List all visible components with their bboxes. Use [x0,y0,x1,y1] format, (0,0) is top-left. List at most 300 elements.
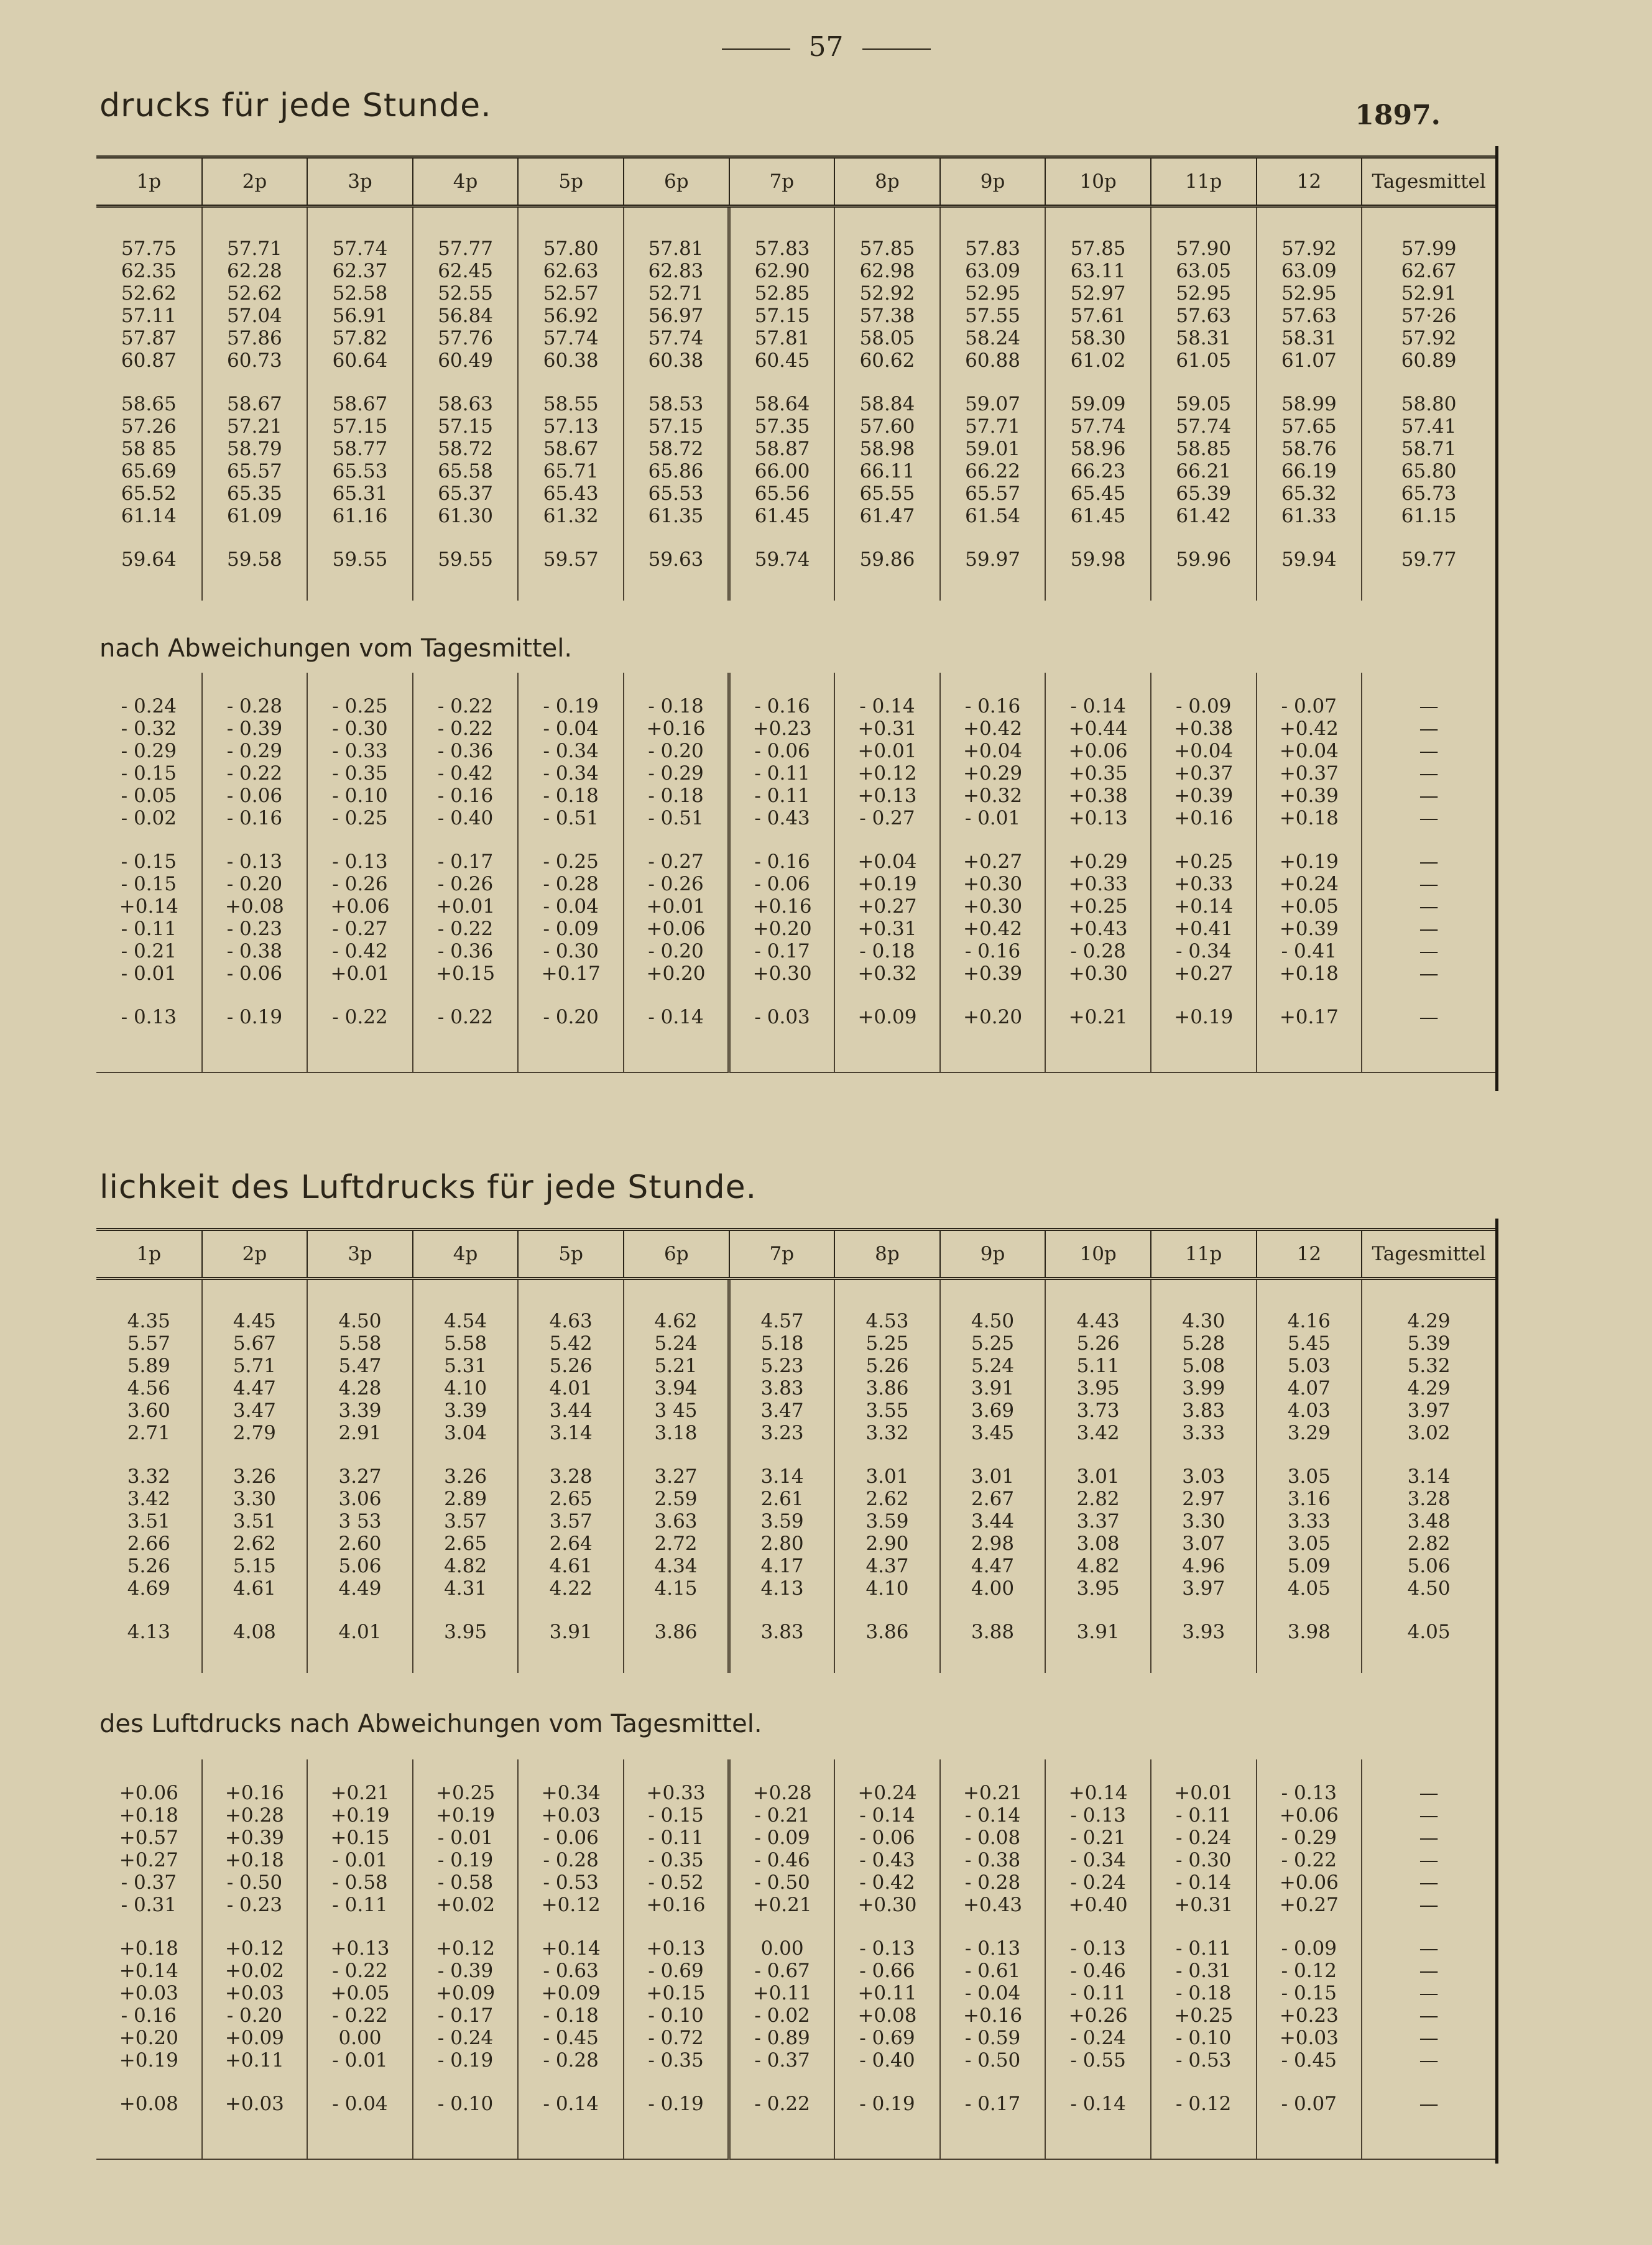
table-cell: — [1362,807,1495,829]
table-cell: +0.03 [202,2093,308,2115]
table-cell: 3.14 [1362,1465,1495,1488]
year: 1897. [1355,99,1441,131]
table-cell: 5.21 [624,1355,729,1377]
table-cell: - 0.01 [413,1827,519,1849]
table-cell: +0.19 [834,873,940,895]
table-cell: - 0.25 [307,695,413,717]
table-cell: — [1362,1894,1495,1916]
table-cell: 52.62 [121,282,177,305]
column-header: Tagesmittel [1362,1230,1495,1279]
table-cell: 57.90 [1151,237,1257,260]
table-cell: 5.03 [1257,1355,1362,1377]
table-cell: 59.97 [940,548,1046,571]
table-cell: 62.37 [307,260,413,282]
column-header: 11p [1151,1230,1257,1279]
table-cell: 3.60 [127,1399,170,1422]
table-cell: - 0.02 [121,807,177,829]
table-cell: - 0.22 [413,1006,519,1028]
table-cell: +0.17 [1257,1006,1362,1028]
table-cell: 5.06 [307,1555,413,1577]
table-cell: - 0.38 [940,1849,1046,1871]
table-cell: - 0.14 [834,1804,940,1827]
table-cell: 2.64 [518,1533,624,1555]
table-row [96,237,1495,260]
table-cell: 57.71 [202,237,308,260]
table-cell: 59.98 [1045,548,1151,571]
table-cell: +0.12 [202,1937,308,1960]
table-cell: 4.82 [413,1555,519,1577]
table-cell: 57.63 [1257,305,1362,327]
table-cell: 4.63 [518,1310,624,1332]
table-cell: 57.87 [121,327,177,349]
table-cell: +0.03 [518,1804,624,1827]
spacer-row [96,1916,1495,1937]
table-cell: 65.43 [518,482,624,505]
table-cell: - 0.12 [1257,1960,1362,1982]
table-cell: 57.74 [1045,415,1151,438]
table-cell: - 0.17 [729,940,835,962]
table-cell: 3.99 [1151,1377,1257,1399]
table-cell: - 0.46 [729,1849,835,1871]
table-cell: 3.98 [1257,1621,1362,1643]
table-cell: 5.08 [1151,1355,1257,1377]
spacer-row [96,571,1495,601]
table-cell: — [1362,740,1495,762]
table-cell: 3.47 [202,1399,308,1422]
table-cell: 3.26 [202,1465,308,1488]
table-cell: - 0.28 [518,1849,624,1871]
column-header: 9p [940,157,1046,206]
right-border [1495,1219,1498,2164]
table-cell: +0.21 [307,1782,413,1804]
table-cell: 4.45 [202,1310,308,1332]
table-row [96,482,1495,505]
table-cell: - 0.43 [729,807,835,829]
table-cell: 61.32 [518,505,624,527]
table-cell: - 0.09 [1151,695,1257,717]
table-cell: +0.43 [1045,918,1151,940]
table-cell: +0.19 [119,2049,178,2072]
table-cell: +0.35 [1045,762,1151,785]
table-cell: +0.18 [119,1937,178,1960]
table-cell: - 0.07 [1257,695,1362,717]
table-cell: 58.71 [1362,438,1495,460]
table-cell: 3.95 [1045,1577,1151,1600]
table-cell: +0.39 [202,1827,308,1849]
table-cell: 4.82 [1045,1555,1151,1577]
table-cell: +0.13 [624,1937,729,1960]
column-header: 12 [1257,157,1362,206]
table-cell: 2.80 [729,1533,835,1555]
table-cell: 3.51 [127,1510,170,1533]
table-cell: 2.59 [624,1488,729,1510]
table-cell: - 0.53 [518,1871,624,1894]
table-cell: 52.95 [1257,282,1362,305]
table-cell: +0.37 [1151,762,1257,785]
table-cell: - 0.51 [624,807,729,829]
table-cell: 2.89 [413,1488,519,1510]
table-cell: — [1362,2004,1495,2027]
table-cell: - 0.61 [940,1960,1046,1982]
table-cell: - 0.50 [940,2049,1046,2072]
table-cell: 3.63 [624,1510,729,1533]
table-cell: - 0.39 [413,1960,519,1982]
table-cell: 58.99 [1257,393,1362,415]
table-cell: +0.34 [518,1782,624,1804]
table-cell: +0.19 [307,1804,413,1827]
table-cell: - 0.06 [834,1827,940,1849]
column-header: 1p [96,157,202,206]
table-cell: — [1362,918,1495,940]
table-cell: 59.55 [307,548,413,571]
table-cell: — [1362,1871,1495,1894]
table-cell: 58.24 [940,327,1046,349]
table-cell: 3 53 [307,1510,413,1533]
table-cell: 2.67 [940,1488,1046,1510]
table-cell: +0.31 [834,918,940,940]
table-cell: 3.33 [1257,1510,1362,1533]
table-cell: 3.29 [1257,1422,1362,1444]
table-row [96,1937,1495,1960]
table-cell: 58.67 [307,393,413,415]
table-cell: +0.21 [729,1894,835,1916]
table-cell: 65.71 [518,460,624,482]
table-row [96,1982,1495,2004]
table-cell: 52.95 [940,282,1046,305]
table-cell: - 0.05 [121,785,177,807]
table-cell: 58.72 [413,438,519,460]
table-cell: +0.03 [119,1982,178,2004]
table-cell: +0.14 [119,895,178,918]
table-cell: 65.32 [1257,482,1362,505]
table-cell: +0.15 [307,1827,413,1849]
table-cell: +0.32 [834,962,940,985]
table-row [96,1399,1495,1422]
table-cell: - 0.18 [834,940,940,962]
table-cell: 2.60 [307,1533,413,1555]
table-cell: - 0.22 [202,762,308,785]
table-cell: +0.16 [940,2004,1046,2027]
table-cell: 5.89 [127,1355,170,1377]
table-cell: 3.01 [1045,1465,1151,1488]
table-cell: 57.75 [121,237,177,260]
table-cell: 5.47 [307,1355,413,1377]
table-cell: - 0.19 [834,2093,940,2115]
column-header: Tagesmittel [1362,157,1495,206]
table-cell: - 0.16 [413,785,519,807]
table-cell: 56.91 [307,305,413,327]
table-cell: 52.92 [834,282,940,305]
table-cell: - 0.28 [518,2049,624,2072]
table-cell: +0.13 [834,785,940,807]
table-cell: +0.13 [307,1937,413,1960]
heading-deviations-pressure: nach Abweichungen vom Tagesmittel. [99,634,573,663]
table-cell: - 0.11 [624,1827,729,1849]
table-cell: - 0.01 [307,2049,413,2072]
table-humidity-deviations [96,1759,1495,2160]
table-cell: 4.69 [127,1577,170,1600]
table-row [96,260,1495,282]
table-cell: +0.09 [413,1982,519,2004]
table-cell: 58.67 [518,438,624,460]
table-cell: 57.74 [1151,415,1257,438]
table-cell: +0.27 [1151,962,1257,985]
table-cell: 3 45 [624,1399,729,1422]
table-cell: +0.20 [729,918,835,940]
table-cell: 4.50 [1362,1577,1495,1600]
table-cell: 61.07 [1257,349,1362,372]
table-cell: 3.28 [1362,1488,1495,1510]
table-cell: 60.62 [834,349,940,372]
table-cell: - 0.16 [940,695,1046,717]
table-cell: 5.58 [413,1332,519,1355]
table-cell: 4.29 [1362,1377,1495,1399]
table-cell: +0.04 [834,851,940,873]
table-cell: - 0.02 [729,2004,835,2027]
table-cell: - 0.15 [121,762,177,785]
table-cell: 57·26 [1362,305,1495,327]
table-cell: - 0.24 [413,2027,519,2049]
spacer-row [96,985,1495,1006]
table-cell: 57.71 [940,415,1046,438]
table-cell: — [1362,1937,1495,1960]
table-cell: - 0.34 [1151,940,1257,962]
table-cell: 52.91 [1362,282,1495,305]
table-cell: 2.97 [1151,1488,1257,1510]
table-cell: 3.55 [834,1399,940,1422]
table-cell: +0.09 [202,2027,308,2049]
table-cell: 62.98 [834,260,940,282]
table-cell: - 0.28 [202,695,308,717]
table-row [96,1310,1495,1332]
table-cell: - 0.33 [307,740,413,762]
table-cell: 4.35 [127,1310,170,1332]
table-cell: - 0.18 [624,785,729,807]
table-cell: +0.38 [1045,785,1151,807]
table-cell: 3.23 [729,1422,835,1444]
table-cell: 3.44 [940,1510,1046,1533]
table-cell: 5.26 [127,1555,170,1577]
table-pressure [96,155,1495,601]
table-cell: - 0.04 [518,717,624,740]
table-cell: 3.83 [729,1377,835,1399]
table-cell: 4.54 [413,1310,519,1332]
table-cell: 2.91 [307,1422,413,1444]
table-cell: 59.07 [940,393,1046,415]
table-pressure-deviations [96,673,1495,1073]
table-cell: +0.33 [1151,873,1257,895]
table-cell: 4.96 [1151,1555,1257,1577]
table-cell: 61.47 [834,505,940,527]
table-cell: - 0.89 [729,2027,835,2049]
table-cell: 3.95 [1045,1377,1151,1399]
table-cell: - 0.10 [413,2093,519,2115]
table-cell: 57.86 [202,327,308,349]
table-cell: - 0.39 [202,717,308,740]
table-row [96,1782,1495,1804]
table-cell: 5.42 [518,1332,624,1355]
table-cell: +0.12 [518,1894,624,1916]
table-cell: 61.30 [413,505,519,527]
table-cell: 58.79 [202,438,308,460]
table-cell: 5.25 [940,1332,1046,1355]
table-row [96,505,1495,527]
table-cell: 3.16 [1257,1488,1362,1510]
table-cell: - 0.14 [1045,2093,1151,2115]
table-cell: +0.16 [624,717,729,740]
table-cell: +0.08 [119,2093,178,2115]
table-cell: 63.09 [940,260,1046,282]
table-cell: - 0.08 [940,1827,1046,1849]
table-cell: 59.09 [1045,393,1151,415]
table-cell: 4.61 [202,1577,308,1600]
column-header: 4p [413,1230,519,1279]
table-cell: — [1362,1982,1495,2004]
table-cell: 59.74 [729,548,835,571]
page-number: 57 [0,31,1652,63]
table-cell: 5.06 [1362,1555,1495,1577]
table-cell: - 0.01 [940,807,1046,829]
table-cell: +0.39 [1151,785,1257,807]
table-row [96,305,1495,327]
table-cell: 57.26 [121,415,177,438]
table-cell: 3.69 [940,1399,1046,1422]
table-cell: - 0.11 [1151,1804,1257,1827]
table-cell: 4.13 [729,1577,835,1600]
table-cell: 4.01 [307,1621,413,1643]
table-cell: 58.64 [729,393,835,415]
table-cell: +0.27 [940,851,1046,873]
table-row [96,695,1495,717]
column-header: 11p [1151,157,1257,206]
column-header: 10p [1045,157,1151,206]
table-cell: 65.69 [121,460,177,482]
table-cell: 60.87 [121,349,177,372]
table-cell: - 0.15 [624,1804,729,1827]
table-cell: 65.37 [413,482,519,505]
table-cell: - 0.26 [307,873,413,895]
column-header: 5p [518,157,624,206]
table-cell: - 0.13 [1045,1937,1151,1960]
mean-row [96,1006,1495,1028]
table-cell: 3.27 [307,1465,413,1488]
column-header: 3p [307,157,413,206]
table-cell: - 0.27 [307,918,413,940]
heading-pressure: drucks für jede Stunde. [99,87,492,124]
spacer-row [96,1444,1495,1465]
table-cell: 57.85 [1045,237,1151,260]
table-cell: 58.31 [1151,327,1257,349]
table-cell: 5.67 [202,1332,308,1355]
table-cell: 52.55 [413,282,519,305]
table-cell: +0.06 [119,1782,178,1804]
table-cell: 2.82 [1045,1488,1151,1510]
table-cell: 61.05 [1151,349,1257,372]
table-cell: 3.18 [624,1422,729,1444]
table-cell: - 0.14 [1045,695,1151,717]
table-cell: 3.39 [413,1399,519,1422]
table-cell: 57.83 [940,237,1046,260]
table-cell: 61.45 [729,505,835,527]
table-row [96,415,1495,438]
table-cell: 5.18 [729,1332,835,1355]
table-row [96,1871,1495,1894]
table-cell: 3.59 [834,1510,940,1533]
table-cell: +0.08 [834,2004,940,2027]
table-row [96,762,1495,785]
table-row [96,940,1495,962]
table-cell: - 0.45 [1257,2049,1362,2072]
table-cell: 59.57 [518,548,624,571]
table-cell: 59.55 [413,548,519,571]
table-cell: 3.97 [1362,1399,1495,1422]
table-cell: +0.12 [834,762,940,785]
table-cell: - 0.59 [940,2027,1046,2049]
column-header: 3p [307,1230,413,1279]
table-row [96,1894,1495,1916]
header-row [96,157,1495,206]
table-cell: 3.91 [518,1621,624,1643]
table-cell: 57.65 [1257,415,1362,438]
table-cell: 4.50 [307,1310,413,1332]
table-row [96,962,1495,985]
spacer-row [96,527,1495,548]
table-cell: 3.01 [834,1465,940,1488]
column-header: 5p [518,1230,624,1279]
table-cell: 61.09 [202,505,308,527]
table-cell: - 0.29 [202,740,308,762]
spacer-row [96,1279,1495,1311]
table-cell: +0.18 [202,1849,308,1871]
table-row [96,393,1495,415]
table-cell: - 0.16 [202,807,308,829]
table-cell: 57.60 [834,415,940,438]
table-cell: 5.09 [1257,1555,1362,1577]
table-cell: - 0.36 [413,740,519,762]
column-header: 7p [729,157,835,206]
table-cell: - 0.25 [307,807,413,829]
right-border [1495,146,1498,1091]
table-cell: 3.39 [307,1399,413,1422]
table-cell: 58.55 [518,393,624,415]
table-cell: 3.28 [518,1465,624,1488]
table-cell: 3.48 [1362,1510,1495,1533]
table-cell: +0.37 [1257,762,1362,785]
table-row [96,1377,1495,1399]
table-cell: - 0.22 [307,2004,413,2027]
table-cell: 4.22 [518,1577,624,1600]
table-cell: - 0.13 [834,1937,940,1960]
table-cell: 3.30 [1151,1510,1257,1533]
table-cell: - 0.15 [1257,1982,1362,2004]
spacer-row [96,2072,1495,2093]
table-cell: +0.25 [1045,895,1151,918]
table-cell: 5.26 [1045,1332,1151,1355]
table-cell: - 0.46 [1045,1960,1151,1982]
mean-row [96,1621,1495,1643]
table-cell: 52.85 [729,282,835,305]
table-cell: - 0.11 [1151,1937,1257,1960]
table-cell: 57.74 [518,327,624,349]
mean-row [96,2093,1495,2115]
table-cell: +0.12 [413,1937,519,1960]
table-cell: - 0.25 [518,851,624,873]
table-row [96,717,1495,740]
table-cell: - 0.30 [518,940,624,962]
table-cell: - 0.34 [518,762,624,785]
table-cell: - 0.40 [413,807,519,829]
table-cell: +0.18 [1257,807,1362,829]
